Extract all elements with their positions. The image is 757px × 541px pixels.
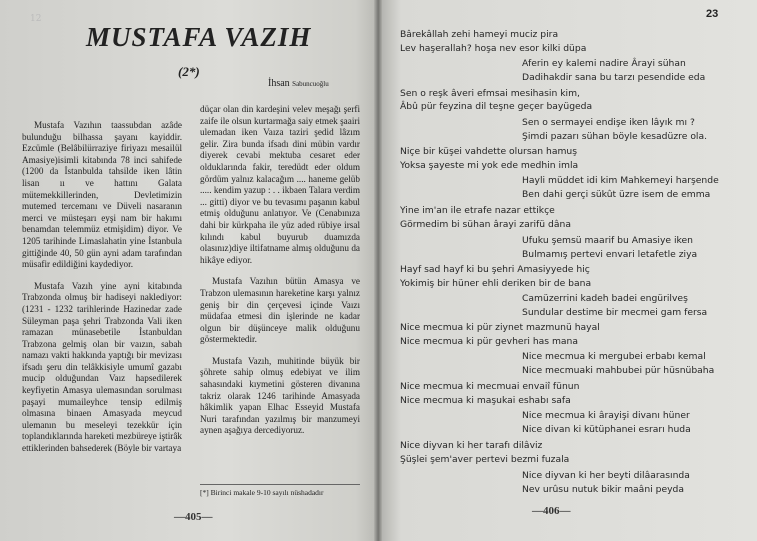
paragraph: Mustafa Vazıh yine ayni kitabında Trabzonda olmuş bir hadiseyi naklediyor: (1231 - 1232 tarihlerinde Hazinedar zade Süleyman paşa şehri Trabzonda Vali iken ramazan münasebetile İstanbuldan Trabzona gelmiş olan bir vaızın, sabah namazı vakti hakkında yaptığı bir mevizası ifsadı şeru din telâkkisiyle umumî gazabı mucip olduğundan Vaız hapsedilerek keyfiyetin Amasya ulemasından sorulması paşayi mumaileyhce tensip edilmiş olmasına binaen Amasyada meycud ulemanın bu meseleyi tezekkür için toplandıklarında hareketi mezbüreye iştirâk ettiklerinden bahsederek (Böyle bir vartaya xyxy=(22,280,182,454)
article-part-number: (2*) xyxy=(178,64,200,79)
verse-line: Ufuku şemsü maarif bu Amasiye iken xyxy=(522,235,693,246)
page-number: 23 xyxy=(706,8,719,20)
verse-line: Bârekâllah zehi hameyi muciz pira xyxy=(400,29,559,40)
verse-line: Camüzerrini kadeh badei engürilveş xyxy=(522,293,688,304)
verse-line: Dadihakdir sana bu tarzı pesendide eda xyxy=(522,72,706,83)
verse-line: Nice mecmua ki mergubei erbabı kemal xyxy=(522,351,706,362)
verse-line: Hayf sad hayf ki bu şehri Amasiyyede hiç xyxy=(400,264,590,275)
paragraph: Mustafa Vazıhın bütün Amasya ve Trabzon ulemasının hareketine karşı yalnız geniş bir din çerçevesi içinde Vaızı müdafaa etmesi din işlerinde ne kadar olgun bir düşünceye malik olduğunu göstermektedir. xyxy=(200,276,360,345)
book-gutter xyxy=(374,0,382,541)
verse-line: Şüşlei şem'aver pertevi bezmi fuzala xyxy=(400,454,570,465)
page-folio-left: —405— xyxy=(174,511,213,523)
verse-line: Nice mecmua ki mecmuai envaiî fünun xyxy=(400,381,580,392)
verse-line: Nev urûsu nutuk bikir maâni peyda xyxy=(522,484,684,495)
verse-line: Yokimiş bir hüner ehli deriken bir de bana xyxy=(400,278,592,289)
paragraph: Mustafa Vazıh, muhitinde büyük bir şöhrete sahip olmuş edebiyat ve ilim sahasındaki kıymetini gösteren divanına takriz olarak 1246 tarihinde Amasyada hâkimlik yapan Elhac Esseyid Mustafa Nuri tarafından yazılmış bir manzumeyi aynen aşağıya dercediyoruz. xyxy=(200,355,360,436)
author-surname: Sabuncuoğlu xyxy=(292,80,329,88)
verse-line: Nice mecmua ki ârayişi divanı hüner xyxy=(522,410,690,421)
verse-line: Sundular destime bir mecmei gam fersa xyxy=(522,307,708,318)
article-title: MUSTAFA VAZIH xyxy=(86,22,312,52)
text-column-2 xyxy=(200,104,360,437)
verse-line: Hayli müddet idi kim Mahkemeyi harşende xyxy=(522,175,719,186)
author-name: İhsan xyxy=(268,78,290,89)
paragraph: düçar olan din kardeşini velev meşağı şerfi zaife ile olsun kurtarmağa saiy etmek şaairi ulemadan iken Vaıza taziri şedid lâzım gelir. Zira bunda ifsadı dini mübin vardır diyerek cevabi mektuba cesaret eder olduklarında fakir, teredüdt eder oldum gördüm yalnız kalacağım .... haneme gelüb ..... kendim yazup : . . ikbaen Talara verdim ... gitti) diyor ve bu tevasımı paşanın kabul etmiş olduğunu anlatıyor. Ve (Cenabınıza dahi bir kürkpaha ile yüz aded rübiye irsal kılındı kabul buyurub duamızda olasınız)diye iltifatname almış olduğunu da hikâye ediyor. xyxy=(200,104,360,265)
verse-line: Şimdi pazarı sühan böyle kesadüzre ola. xyxy=(522,131,708,142)
footnote-divider xyxy=(200,484,360,485)
paragraph: Mustafa Vazıhın taassubdan azâde bulunduğu bilhassa şayanı kayiddir. Ezcümle (Belâbilürraziye firiyazı mesailül Amasiye)isimli kitabında 78 inci sahifede (1200 da İstanbulda tahsilde iken lâtin lisan ıı ve hattını Galata mütemekkillerinden, Devletimizin mutemed tercemanı ve Düveli nasaranın merci ve müsteşarı eyşi nam bir hakımı benamdan telemmüz etmişidim) diyor. Ve 1205 tarihinde Limaslahatin yine İstanbula gittiğinde 40, 50 gün ayni adam tarafından müsafir edildiğini kaydediyor. xyxy=(22,120,182,270)
verse-line: Nice mecmua ki pür ziynet mazmunü hayal xyxy=(400,322,600,333)
verse-line: Bulmamış pertevi envari letafetle ziya xyxy=(522,249,698,260)
verse-line: Niçe bir küşei vahdette olursan hamuş xyxy=(400,146,578,157)
verse-line: Nice diyvan ki her beyti dilâarasında xyxy=(522,470,690,481)
verse-line: Yoksa şayeste mi yok ede medhin imla xyxy=(400,160,579,171)
verse-line: Görmedim bi sühan ârayi zarifü dâna xyxy=(400,219,571,230)
author-byline xyxy=(268,78,329,89)
verse-line: Âbû pür feyzina dil teşne geçer bayügeda xyxy=(400,101,593,112)
verse-line: Sen o sermayei endişe iken lâyık mı ? xyxy=(522,117,695,128)
text-column-1 xyxy=(22,120,182,455)
verse-line: Nice mecmuaki mahbubei pür hüsnübaha xyxy=(522,365,715,376)
verse-line: Nice mecmua ki pür gevheri has mana xyxy=(400,336,579,347)
verse-line: Yine im'an ile etrafe nazar ettikçe xyxy=(400,205,555,216)
verse-line: Nice diyvan ki her tarafı dilâviz xyxy=(400,440,543,451)
verse-line: Ben dahi gerçi sükût üzre isem de emma xyxy=(522,189,711,200)
verse-line: Lev haşerallah? hoşa nev esor kilki düpa xyxy=(400,43,587,54)
page-folio-right: —406— xyxy=(532,505,571,517)
verse-line: Nice divan ki kütüphanei esrarı huda xyxy=(522,424,691,435)
verse-line: Nice mecmua ki maşukai eshabı safa xyxy=(400,395,571,406)
left-page xyxy=(0,0,378,541)
footnote: [*] Birinci makale 9-10 sayılı nüshadadır xyxy=(200,488,324,497)
faded-corner-mark: 12 xyxy=(30,14,42,24)
verse-line: Sen o reşk âveri efmsai mesihasin kim, xyxy=(400,88,580,99)
verse-line: Aferin ey kalemi nadire Ârayi sühan xyxy=(522,58,686,69)
